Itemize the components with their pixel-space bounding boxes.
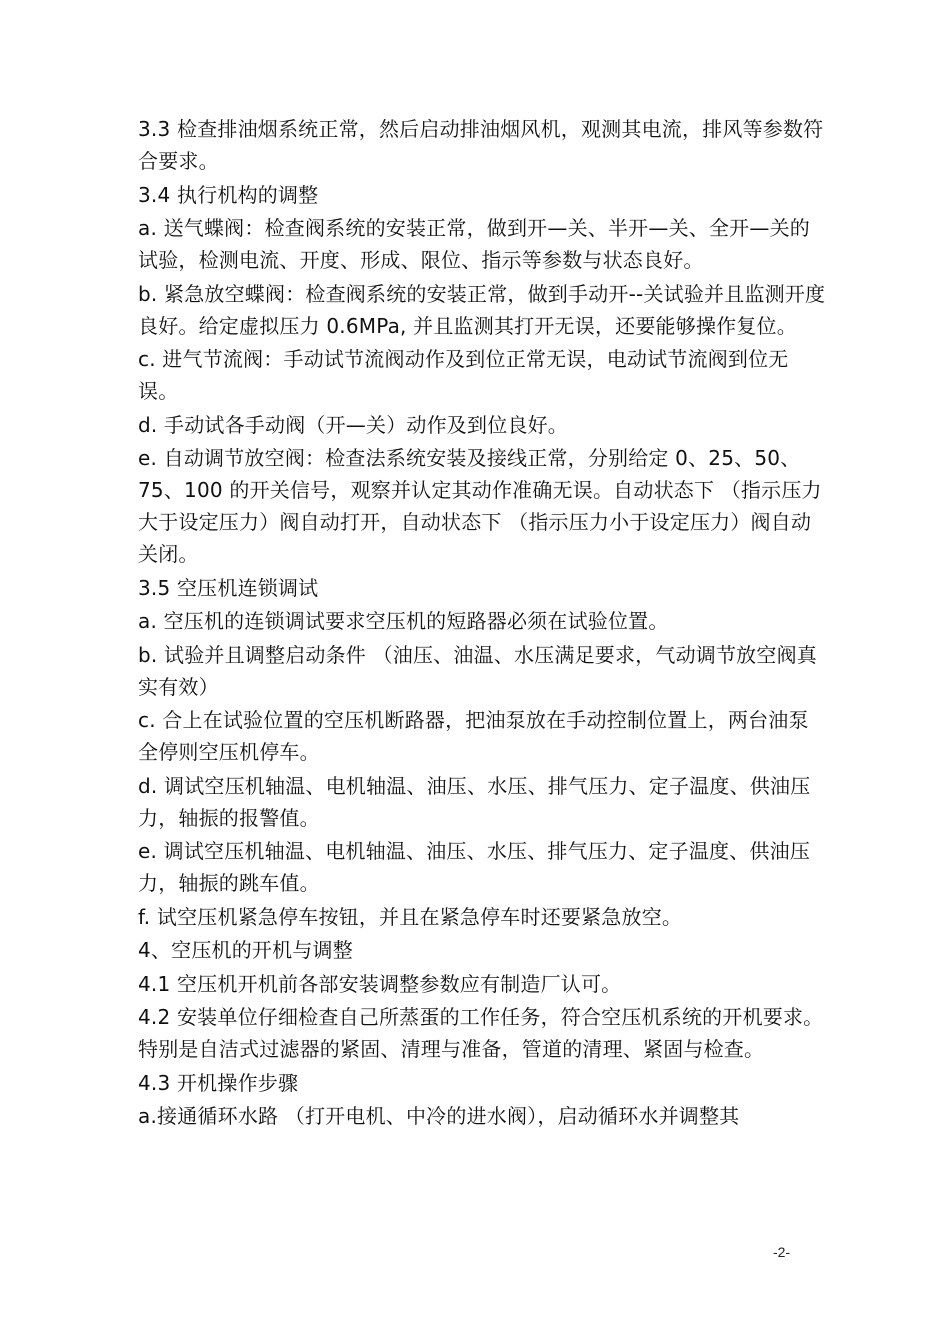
paragraph-3-5-b: b. 试验并且调整启动条件 （油压、油温、水压满足要求，气动调节放空阀真实有效） bbox=[138, 642, 817, 699]
paragraph-3-5-e: e. 调试空压机轴温、电机轴温、油压、水压、排气压力、定子温度、供油压力，轴振的跳车值。 bbox=[138, 839, 811, 895]
document-body bbox=[138, 113, 828, 1134]
paragraph-3-4-e: e. 自动调节放空阀：检查法系统安装及接线正常，分别给定 0、25、50、75、100 的开关信号，观察并认定其动作准确无误。自动状态下 （指示压力大于设定压力）阀自动打开，自动状态下 （指示压力小于设定压力）阀自动关闭。 bbox=[138, 446, 822, 566]
paragraph-4-1: 4.1 空压机开机前各部安装调整参数应有制造厂认可。 bbox=[138, 971, 622, 996]
paragraph-3-5-a: a. 空压机的连锁调试要求空压机的短路器必须在试验位置。 bbox=[138, 609, 669, 633]
paragraph-4-2: 4.2 安装单位仔细检查自己所蒸蛋的工作任务，符合空压机系统的开机要求。特别是自洁式过滤器的紧固、清理与准备，管道的清理、紧固与检查。 bbox=[138, 1005, 824, 1061]
paragraph-4-3-a: a.接通循环水路 （打开电机、中冷的进水阀），启动循环水并调整其 bbox=[138, 1104, 740, 1128]
paragraph-3-5-f: f. 试空压机紧急停车按钮，并且在紧急停车时还要紧急放空。 bbox=[138, 904, 683, 929]
heading-3-4: 3.4 执行机构的调整 bbox=[138, 182, 319, 207]
page-number: -2- bbox=[773, 1244, 791, 1260]
paragraph-3-4-b: b. 紧急放空蝶阀：检查阀系统的安装正常，做到手动开--关试验并且监测开度良好。给定虚拟压力 0.6MPa, 并且监测其打开无误，还要能够操作复位。 bbox=[138, 281, 826, 338]
paragraph-3-4-d: d. 手动试各手动阀（开—关）动作及到位良好。 bbox=[138, 412, 569, 437]
paragraph-3-5-c: c. 合上在试验位置的空压机断路器，把油泵放在手动控制位置上，两台油泵全停则空压机停车。 bbox=[138, 708, 809, 764]
paragraph-3-4-a: a. 送气蝶阀：检查阀系统的安装正常，做到开—关、半开—关、全开—关的试验，检测电流、开度、形成、限位、指示等参数与状态良好。 bbox=[138, 216, 810, 272]
heading-3-5: 3.5 空压机连锁调试 bbox=[138, 575, 319, 600]
paragraph-3-4-c: c. 进气节流阀：手动试节流阀动作及到位正常无误，电动试节流阀到位无误。 bbox=[138, 347, 789, 403]
heading-4: 4、空压机的开机与调整 bbox=[138, 938, 353, 962]
paragraph-3-5-d: d. 调试空压机轴温、电机轴温、油压、水压、排气压力、定子温度、供油压力，轴振的报警值。 bbox=[138, 773, 811, 830]
heading-4-3: 4.3 开机操作步骤 bbox=[138, 1070, 299, 1095]
paragraph-3-3: 3.3 检查排油烟系统正常，然后启动排油烟风机，观测其电流，排风等参数符合要求。 bbox=[138, 117, 824, 173]
